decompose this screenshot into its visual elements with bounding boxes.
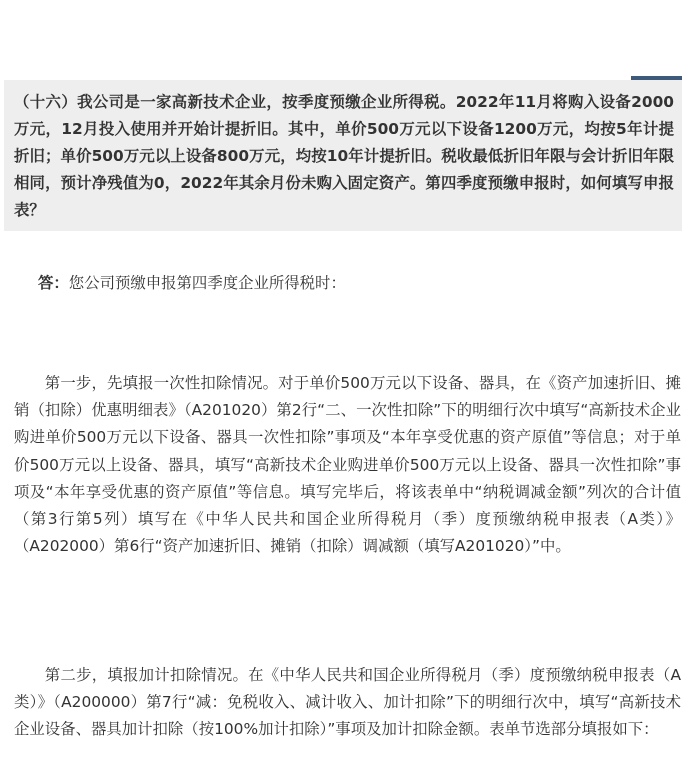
step-two-paragraph: 第二步，填报加计扣除情况。在《中华人民共和国企业所得税月（季）度预缴纳税申报表（A类）》（A200000）第7行“减：免税收入、减计收入、加计扣除”下的明细行次中，填写“高新技术企业设备、器具加计扣除（按100%加计扣除）”事项及加计扣除金额。表单节选部分填报如下： — [14, 666, 681, 739]
answer-intro — [38, 270, 676, 297]
step-one-paragraph: 第一步，先填报一次性扣除情况。对于单价500万元以下设备、器具，在《资产加速折旧、摊销（扣除）优惠明细表》（A201020）第2行“二、一次性扣除”下的明细行次中填写“高新技术企业购进单价500万元以下设备、器具一次性扣除”事项及“本年享受优惠的资产原值”等信息；对于单价500万元以上设备、器具，填写“高新技术企业购进单价500万元以上设备、器具一次性扣除”事项及“本年享受优惠的资产原值”等信息。填写完毕后，将该表单中“纳税调减金额”列次的合计值（第3行第5列）填写在《中华人民共和国企业所得税月（季）度预缴纳税申报表（A类）》（A202000）第6行“资产加速折旧、摊销（扣除）调减额（填写A201020）”中。 — [14, 374, 681, 556]
answer-text: 您公司预缴申报第四季度企业所得税时： — [68, 274, 346, 292]
question-text: （十六）我公司是一家高新技术企业，按季度预缴企业所得税。2022年11月将购入设备2000万元，12月投入使用并开始计提折旧。其中，单价500万元以下设备1200万元，均按5年计提折旧；单价500万元以上设备800万元，均按10年计提折旧。税收最低折旧年限与会计折旧年限相同，预计净残值为0，2022年其余月份未购入固定资产。第四季度预缴申报时，如何填写申报表？ — [14, 93, 674, 219]
answer-label: 答： — [38, 274, 69, 292]
question-box — [4, 80, 682, 231]
